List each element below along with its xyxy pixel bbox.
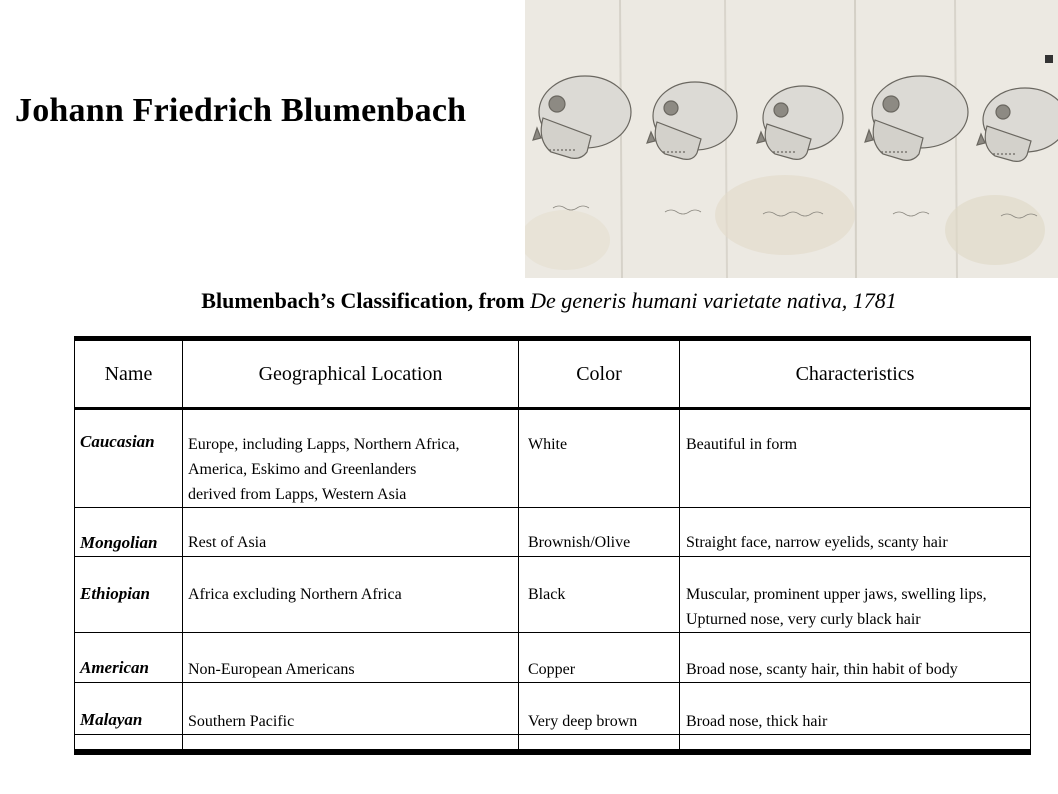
color-value: Copper — [519, 633, 680, 683]
race-name: Malayan — [75, 683, 183, 735]
table-row — [75, 557, 1031, 633]
header-name: Name — [75, 339, 183, 409]
classification-table-container — [74, 336, 1030, 761]
classification-table — [74, 336, 1031, 755]
color-value: Brownish/Olive — [519, 508, 680, 557]
race-name: Caucasian — [75, 409, 183, 508]
characteristics — [680, 557, 1031, 633]
characteristics-line: Straight face, narrow eyelids, scanty hair — [686, 534, 948, 551]
race-name: American — [75, 633, 183, 683]
location-line: America, Eskimo and Greenlanders — [188, 461, 417, 478]
race-name: Mongolian — [75, 508, 183, 557]
location-line: Non-European Americans — [188, 661, 355, 678]
geographical-location — [183, 508, 519, 557]
characteristics-line: Upturned nose, very curly black hair — [686, 611, 921, 628]
characteristics-line: Broad nose, thick hair — [686, 713, 828, 730]
subtitle-work-title: De generis humani varietate nativa, 1781 — [530, 288, 897, 313]
table-row — [75, 683, 1031, 735]
table-row — [75, 409, 1031, 508]
color-value: Very deep brown — [519, 683, 680, 735]
geographical-location — [183, 683, 519, 735]
geographical-location — [183, 633, 519, 683]
table-empty-row — [75, 735, 1031, 753]
characteristics-line: Beautiful in form — [686, 436, 798, 453]
header-color: Color — [519, 339, 680, 409]
location-line: derived from Lapps, Western Asia — [188, 486, 407, 503]
location-line: Rest of Asia — [188, 534, 267, 551]
page-title: Johann Friedrich Blumenbach — [15, 92, 467, 129]
subtitle-text: Blumenbach’s Classification, from — [201, 288, 525, 313]
header-location: Geographical Location — [183, 339, 519, 409]
color-value: Black — [519, 557, 680, 633]
characteristics — [680, 508, 1031, 557]
characteristics — [680, 409, 1031, 508]
characteristics-line: Muscular, prominent upper jaws, swelling lips, — [686, 586, 987, 603]
classification-subtitle — [0, 288, 1058, 314]
color-value: White — [519, 409, 680, 508]
table-row — [75, 508, 1031, 557]
location-line: Africa excluding Northern Africa — [188, 586, 402, 603]
header-characteristics: Characteristics — [680, 339, 1031, 409]
characteristics — [680, 683, 1031, 735]
skull-engraving-image — [525, 0, 1058, 278]
location-line: Southern Pacific — [188, 713, 295, 730]
table-row — [75, 633, 1031, 683]
table-header-row — [75, 339, 1031, 409]
geographical-location — [183, 409, 519, 508]
characteristics-line: Broad nose, scanty hair, thin habit of body — [686, 661, 958, 678]
location-line: Europe, including Lapps, Northern Africa, — [188, 436, 460, 453]
race-name: Ethiopian — [75, 557, 183, 633]
geographical-location — [183, 557, 519, 633]
characteristics — [680, 633, 1031, 683]
